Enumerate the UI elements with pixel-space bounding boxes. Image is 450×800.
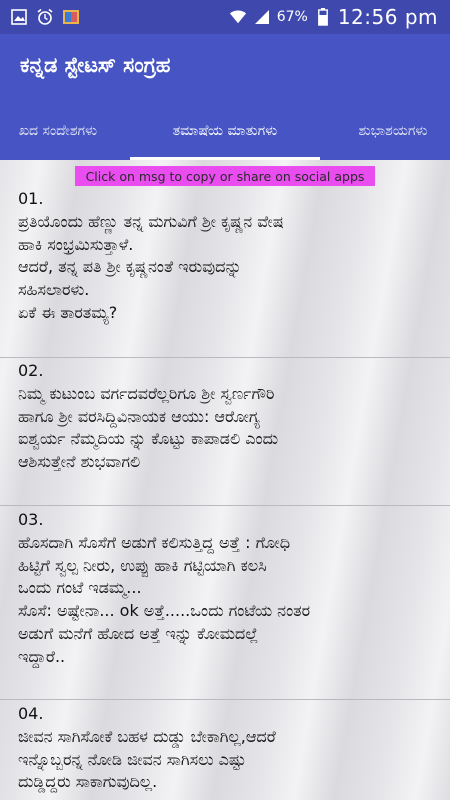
image-icon (10, 8, 28, 26)
tab-label: ಶುಭಾಶಯಗಳು (358, 123, 428, 139)
alarm-icon (36, 8, 54, 26)
message-text: ಜೀವನ ಸಾಗಿಸೋಕೆ ಬಹಳ ದುಡ್ಡು ಬೇಕಾಗಿಲ್ಲ,ಆದರೆ ಇನ್ನೊಬ್ಬರನ್ನ ನೋಡಿ ಜೀವನ ಸಾಗಿಸಲು ಎಷ್ಟು ದುಡ್ಡಿದ್ದರು ಸಾಕಾಗುವುದಿಲ್ಲ. (18, 726, 276, 792)
message-list[interactable] (0, 160, 450, 800)
message-item[interactable] (18, 703, 438, 794)
divider (0, 357, 450, 358)
tab-jokes[interactable] (130, 102, 320, 160)
signal-icon (253, 8, 271, 26)
message-item[interactable] (18, 188, 438, 325)
tab-label: ತಮಾಷೆಯ ಮಾತುಗಳು (172, 123, 278, 139)
message-item[interactable] (18, 509, 438, 669)
copy-share-hint: Click on msg to copy or share on social apps (75, 166, 375, 186)
message-text: ಪ್ರತಿಯೊಂದು ಹೆಣ್ಣು ತನ್ನ ಮಗುವಿಗೆ ಶ್ರೀ ಕೃಷ್ಣನ ವೇಷ ಹಾಕಿ ಸಂಭ್ರಮಿಸುತ್ತಾಳೆ. ಆದರೆ, ತನ್ನ ಪತಿ ಶ್ರೀ ಕೃಷ್ಣನಂತೆ ಇರುವುದನ್ನು ಸಹಿಸಲಾರಳು. ಏಕೆ ಈ ತಾರತಮ್ಯ? (18, 211, 284, 322)
divider (0, 699, 450, 700)
divider (0, 505, 450, 506)
status-left-icons (0, 8, 80, 26)
message-text: ನಿಮ್ಮ ಕುಟುಂಬ ವರ್ಗದವರೆಲ್ಲರಿಗೂ ಶ್ರೀ ಸ್ವರ್ಣಗೌರಿ ಹಾಗೂ ಶ್ರೀ ವರಸಿದ್ದಿವಿನಾಯಕ ಆಯು: ಆರೋಗ್ಯ ಐಶ್ವರ್ಯ ನೆಮ್ಮದಿಯ ನ್ನು ಕೊಟ್ಟು ಕಾಪಾಡಲಿ ಎಂದು ಆಶಿಸುತ್ತೇನೆ ಶುಭವಾಗಲಿ (18, 383, 279, 472)
status-right (229, 5, 450, 29)
tab-bar (0, 102, 450, 160)
app-title: ಕನ್ನಡ ಸ್ಟೇಟಸ್ ಸಂಗ್ರಹ (20, 53, 171, 77)
tab-greetings[interactable] (318, 102, 450, 160)
message-number: 03. (18, 510, 44, 529)
tab-messages[interactable] (0, 102, 138, 160)
message-text: ಹೊಸದಾಗಿ ಸೊಸೆಗೆ ಅಡುಗೆ ಕಲಿಸುತ್ತಿದ್ದ ಅತ್ತೆ : ಗೋಧಿ ಹಿಟ್ಟಿಗೆ ಸ್ವಲ್ಪ ನೀರು, ಉಪ್ಪು ಹಾಕಿ ಗಟ್ಟಿಯಾಗಿ ಕಲಸಿ ಒಂದು ಗಂಟೆ ಇಡಮ್ಮ... ಸೊಸೆ: ಅಷ್ಟೇನಾ... ok ಅತ್ತೆ.....ಒಂದು ಗಂಟೆಯ ನಂತರ ಅಡುಗೆ ಮನೆಗೆ ಹೋದ ಅತ್ತೆ ಇನ್ನು ಕೋಮದಲ್ಲೆ ಇದ್ದಾರೆ.. (18, 532, 311, 666)
battery-percentage: 67% (276, 9, 308, 25)
message-item[interactable] (18, 360, 438, 474)
tab-label: ಖದ ಸಂದೇಶಗಳು (18, 123, 98, 139)
status-bar (0, 0, 450, 34)
battery-icon (314, 8, 332, 26)
message-number: 02. (18, 361, 44, 380)
wifi-icon (229, 8, 247, 26)
message-number: 01. (18, 189, 44, 208)
book-app-icon (62, 8, 80, 26)
status-time: 12:56 pm (337, 5, 438, 29)
message-number: 04. (18, 704, 44, 723)
app-bar (0, 34, 450, 102)
